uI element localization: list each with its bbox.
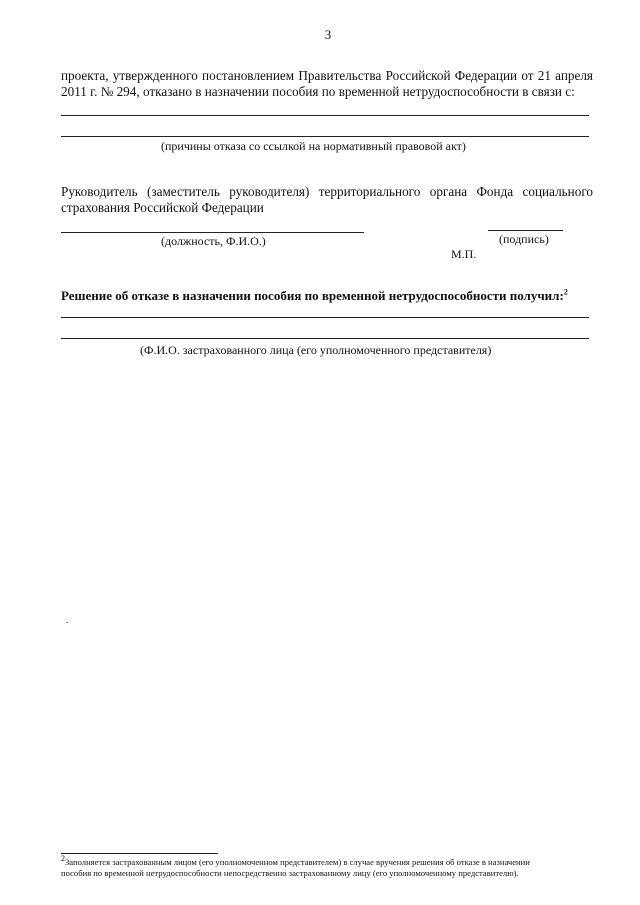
footnote-ref: 2 — [563, 287, 568, 297]
recipient-line-1 — [61, 317, 589, 318]
position-name-line — [61, 232, 364, 233]
intro-line-2: 2011 г. № 294, отказано в назначении пособия по временной нетрудоспособности в связи с: — [61, 84, 575, 99]
stamp-label: М.П. — [451, 247, 477, 261]
head-line-1: Руководитель (заместитель руководителя) территориального органа Фонда социального — [61, 184, 593, 199]
recipient-caption: (Ф.И.О. застрахованного лица (его уполномоченного представителя) — [140, 343, 492, 357]
head-line-2: страхования Российской Федерации — [61, 200, 264, 215]
footnote-marker: 2 — [61, 854, 65, 864]
footnote — [61, 854, 601, 879]
signature-caption: (подпись) — [499, 232, 549, 246]
footnote-text-1: Заполняется застрахованным лицом (его уполномоченном представителем) в случае вручения решения об отказе в назначении — [65, 857, 530, 867]
position-name-caption: (должность, Ф.И.О.) — [161, 234, 266, 248]
receipt-heading-text: Решение об отказе в назначении пособия по временной нетрудоспособности получил: — [61, 288, 564, 303]
scan-speck — [66, 622, 68, 623]
recipient-line-2 — [61, 338, 589, 339]
page-number: 3 — [324, 27, 332, 42]
receipt-heading — [61, 288, 568, 304]
reason-line-1 — [61, 115, 589, 116]
intro-line-1: проекта, утвержденного постановлением Правительства Российской Федерации от 21 апреля — [61, 68, 593, 83]
signature-line — [488, 230, 563, 231]
reason-line-2 — [61, 136, 589, 137]
reasons-caption: (причины отказа со ссылкой на нормативный правовой акт) — [161, 139, 466, 153]
footnote-line-2: пособия по временной нетрудоспособности непосредственно застрахованному лицу (его уполномоченному представителю). — [61, 868, 519, 878]
footnote-separator — [61, 853, 218, 854]
footnote-line-1 — [61, 854, 601, 868]
